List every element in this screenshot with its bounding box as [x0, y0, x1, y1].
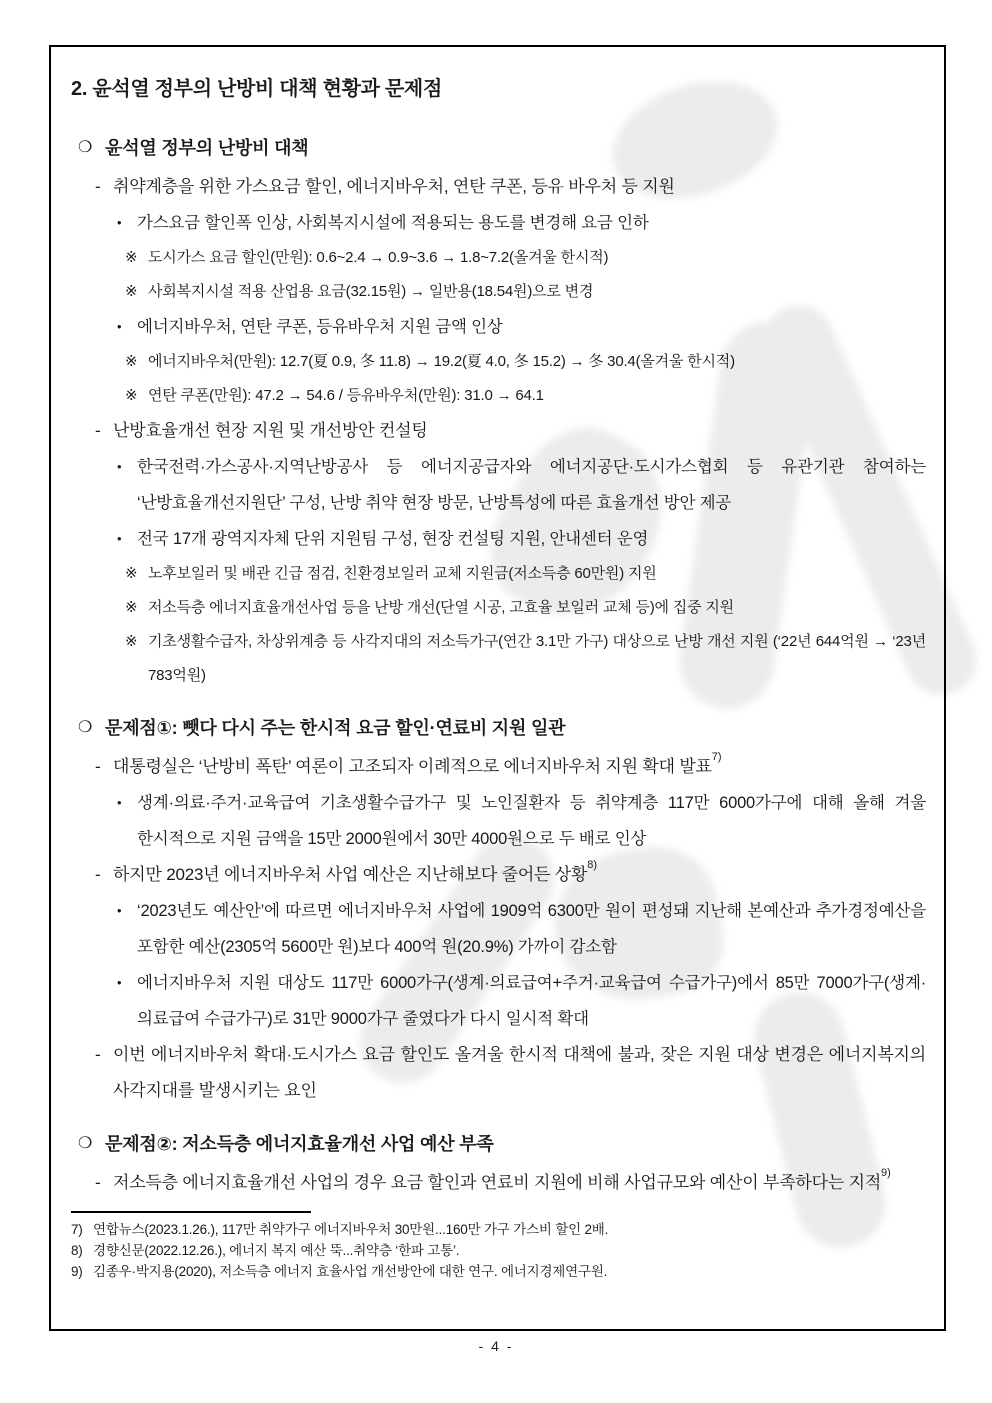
list-marker-icon: ※ [125, 599, 138, 616]
line-text [113, 1037, 926, 1109]
footnote [71, 1240, 926, 1261]
list-item [71, 893, 926, 965]
section-circle-icon: ❍ [78, 139, 93, 156]
list-item [71, 169, 926, 205]
content-lines [71, 113, 926, 1201]
line-text [113, 1165, 926, 1201]
line-text-content: 이번 에너지바우처 확대·도시가스 요금 할인도 올겨울 한시적 대책에 불과, 잦은 지원 대상 변경은 에너지복지의 사각지대를 발생시키는 요인 [113, 1045, 926, 1100]
section-circle-icon: ❍ [78, 1135, 93, 1152]
list-marker-icon: ※ [125, 387, 138, 404]
footnote-reference: 8) [587, 859, 598, 872]
footnote-reference: 9) [881, 1167, 891, 1180]
line-text-content: 한국전력·가스공사·지역난방공사 등 에너지공급자와 에너지공단·도시가스협회 등 유관기관 참여하는 ‘난방효율개선지원단’ 구성, 난방 취약 현장 방문, 난방특성에 따른 효율개선 방안 제공 [137, 458, 926, 512]
line-text-content: 가스요금 할인폭 인상, 사회복지시설에 적용되는 용도를 변경해 요금 인하 [137, 214, 649, 232]
list-marker-icon: • [117, 903, 122, 918]
line-text [148, 345, 926, 379]
line-text-content: 전국 17개 광역지자체 단위 지원팀 구성, 현장 컨설팅 지원, 안내센터 운영 [137, 530, 649, 548]
line-text-content: 저소득층 에너지효율개선 사업의 경우 요금 할인과 연료비 지원에 비해 사업규모와 예산이 부족하다는 지적 [113, 1173, 882, 1192]
line-text [113, 413, 926, 449]
line-text-content: 저소득층 에너지효율개선사업 등을 난방 개선(단열 시공, 고효율 보일러 교체 등)에 집중 지원 [148, 599, 734, 616]
footnote-text: 경향신문(2022.12.26.), 에너지 복지 예산 뚝...취약층 ‘한파 고통’. [93, 1243, 460, 1258]
section-heading [71, 133, 926, 163]
list-marker-icon: ※ [125, 565, 138, 582]
line-text-content: 기초생활수급자, 차상위계층 등 사각지대의 저소득가구(연간 3.1만 가구) 대상으로 난방 개선 지원 (‘22년 644억원 → ‘23년 783억원) [148, 633, 926, 684]
line-text [148, 557, 926, 591]
document-border-box [49, 45, 946, 1331]
list-item [71, 557, 926, 591]
page-title: 2. 윤석열 정부의 난방비 대책 현황과 문제점 [71, 78, 442, 100]
list-item [71, 241, 926, 275]
line-text-content: 난방효율개선 현장 지원 및 개선방안 컨설팅 [113, 421, 428, 440]
list-item [71, 857, 926, 893]
line-text-content: 생계·의료·주거·교육급여 기초생활수급가구 및 노인질환자 등 취약계층 117만 6000가구에 대해 올해 겨울 한시적으로 지원 금액을 15만 2000원에서 30만 4000원으로 두 배로 인상 [137, 794, 926, 848]
line-text-content: 도시가스 요금 할인(만원): 0.6~2.4 → 0.9~3.6 → 1.8~7.2(올겨울 한시적) [148, 249, 609, 266]
line-text [137, 449, 926, 521]
list-marker-icon: ※ [125, 249, 138, 266]
line-text [137, 205, 926, 241]
list-marker-icon: ※ [125, 633, 138, 650]
list-marker-icon: ※ [125, 353, 138, 370]
line-text [137, 521, 926, 557]
section-heading [71, 713, 926, 743]
section-circle-icon: ❍ [78, 719, 93, 736]
line-text-content: 취약계층을 위한 가스요금 할인, 에너지바우처, 연탄 쿠폰, 등유 바우처 등 지원 [113, 177, 675, 196]
line-text-content: 대통령실은 ‘난방비 폭탄’ 여론이 고조되자 이례적으로 에너지바우처 지원 확대 발표 [113, 757, 712, 776]
line-text-content: 문제점②: 저소득층 에너지효율개선 사업 예산 부족 [105, 1134, 494, 1154]
footnote-text: 김종우·박지용(2020), 저소득층 에너지 효율사업 개선방안에 대한 연구. 에너지경제연구원. [93, 1264, 608, 1279]
line-text [137, 309, 926, 345]
line-text [105, 133, 926, 163]
list-marker-icon: - [95, 421, 101, 440]
line-text-content: 에너지바우처, 연탄 쿠폰, 등유바우처 지원 금액 인상 [137, 318, 503, 336]
line-text-content: 노후보일러 및 배관 긴급 점검, 친환경보일러 교체 지원금(저소득층 60만원) 지원 [148, 565, 657, 582]
footnote-separator [71, 1211, 311, 1213]
line-text [148, 275, 926, 309]
footnote [71, 1219, 926, 1240]
line-text [148, 591, 926, 625]
line-text [148, 241, 926, 275]
line-text [148, 379, 926, 413]
list-item [71, 1037, 926, 1109]
line-text-content: 하지만 2023년 에너지바우처 사업 예산은 지난해보다 줄어든 상황 [113, 865, 588, 884]
list-marker-icon: - [95, 1173, 101, 1192]
list-marker-icon: • [117, 215, 122, 230]
list-item [71, 965, 926, 1037]
line-text-content: ‘2023년도 예산안’에 따르면 에너지바우처 사업에 1909억 6300만 원이 편성돼 지난해 본예산과 추가경정예산을 포함한 예산(2305억 5600만 원)보다 400억 원(20.9%) 가까이 감소함 [137, 902, 926, 956]
list-item [71, 205, 926, 241]
list-item [71, 413, 926, 449]
line-text-content: 윤석열 정부의 난방비 대책 [105, 138, 309, 158]
line-text-content: 연탄 쿠폰(만원): 47.2 → 54.6 / 등유바우처(만원): 31.0 → 64.1 [148, 387, 544, 404]
footnote-number: 9) [71, 1264, 83, 1279]
list-marker-icon: - [95, 1045, 101, 1064]
list-item [71, 625, 926, 693]
list-item [71, 275, 926, 309]
line-text [137, 785, 926, 857]
list-item [71, 521, 926, 557]
list-item [71, 449, 926, 521]
line-text [113, 749, 926, 785]
list-item [71, 785, 926, 857]
list-marker-icon: • [117, 319, 122, 334]
list-marker-icon: • [117, 531, 122, 546]
line-text [113, 169, 926, 205]
footnote-reference: 7) [711, 751, 722, 764]
list-item [71, 591, 926, 625]
list-marker-icon: - [95, 757, 101, 776]
line-text-content: 사회복지시설 적용 산업용 요금(32.15원) → 일반용(18.54원)으로 변경 [148, 283, 594, 300]
list-marker-icon: ※ [125, 283, 138, 300]
line-text [137, 893, 926, 965]
line-text-content: 에너지바우처(만원): 12.7(夏 0.9, 冬 11.8) → 19.2(夏 4.0, 冬 15.2) → 冬 30.4(올겨울 한시적) [148, 353, 735, 370]
footnote-number: 8) [71, 1243, 83, 1258]
section-heading [71, 1129, 926, 1159]
line-text [113, 857, 926, 893]
list-item [71, 379, 926, 413]
line-text [148, 625, 926, 693]
list-marker-icon: • [117, 795, 122, 810]
footnote-text: 연합뉴스(2023.1.26.), 117만 취약가구 에너지바우처 30만원...160만 가구 가스비 할인 2배. [93, 1222, 609, 1237]
list-item [71, 309, 926, 345]
list-item [71, 1165, 926, 1201]
page-number: - 4 - [478, 1338, 514, 1354]
list-marker-icon: - [95, 865, 101, 884]
footnote-number: 7) [71, 1222, 83, 1237]
list-marker-icon: • [117, 459, 122, 474]
list-marker-icon: • [117, 975, 122, 990]
list-item [71, 345, 926, 379]
line-text [105, 713, 926, 743]
line-text-content: 문제점①: 뺏다 다시 주는 한시적 요금 할인·연료비 지원 일관 [105, 718, 566, 738]
list-marker-icon: - [95, 177, 101, 196]
line-text [105, 1129, 926, 1159]
line-text [137, 965, 926, 1037]
line-text-content: 에너지바우처 지원 대상도 117만 6000가구(생계·의료급여+주거·교육급여 수급가구)에서 85만 7000가구(생계·의료급여 수급가구)로 31만 9000가구 줄였다가 다시 일시적 확대 [137, 974, 926, 1028]
footnote [71, 1261, 926, 1282]
list-item [71, 749, 926, 785]
